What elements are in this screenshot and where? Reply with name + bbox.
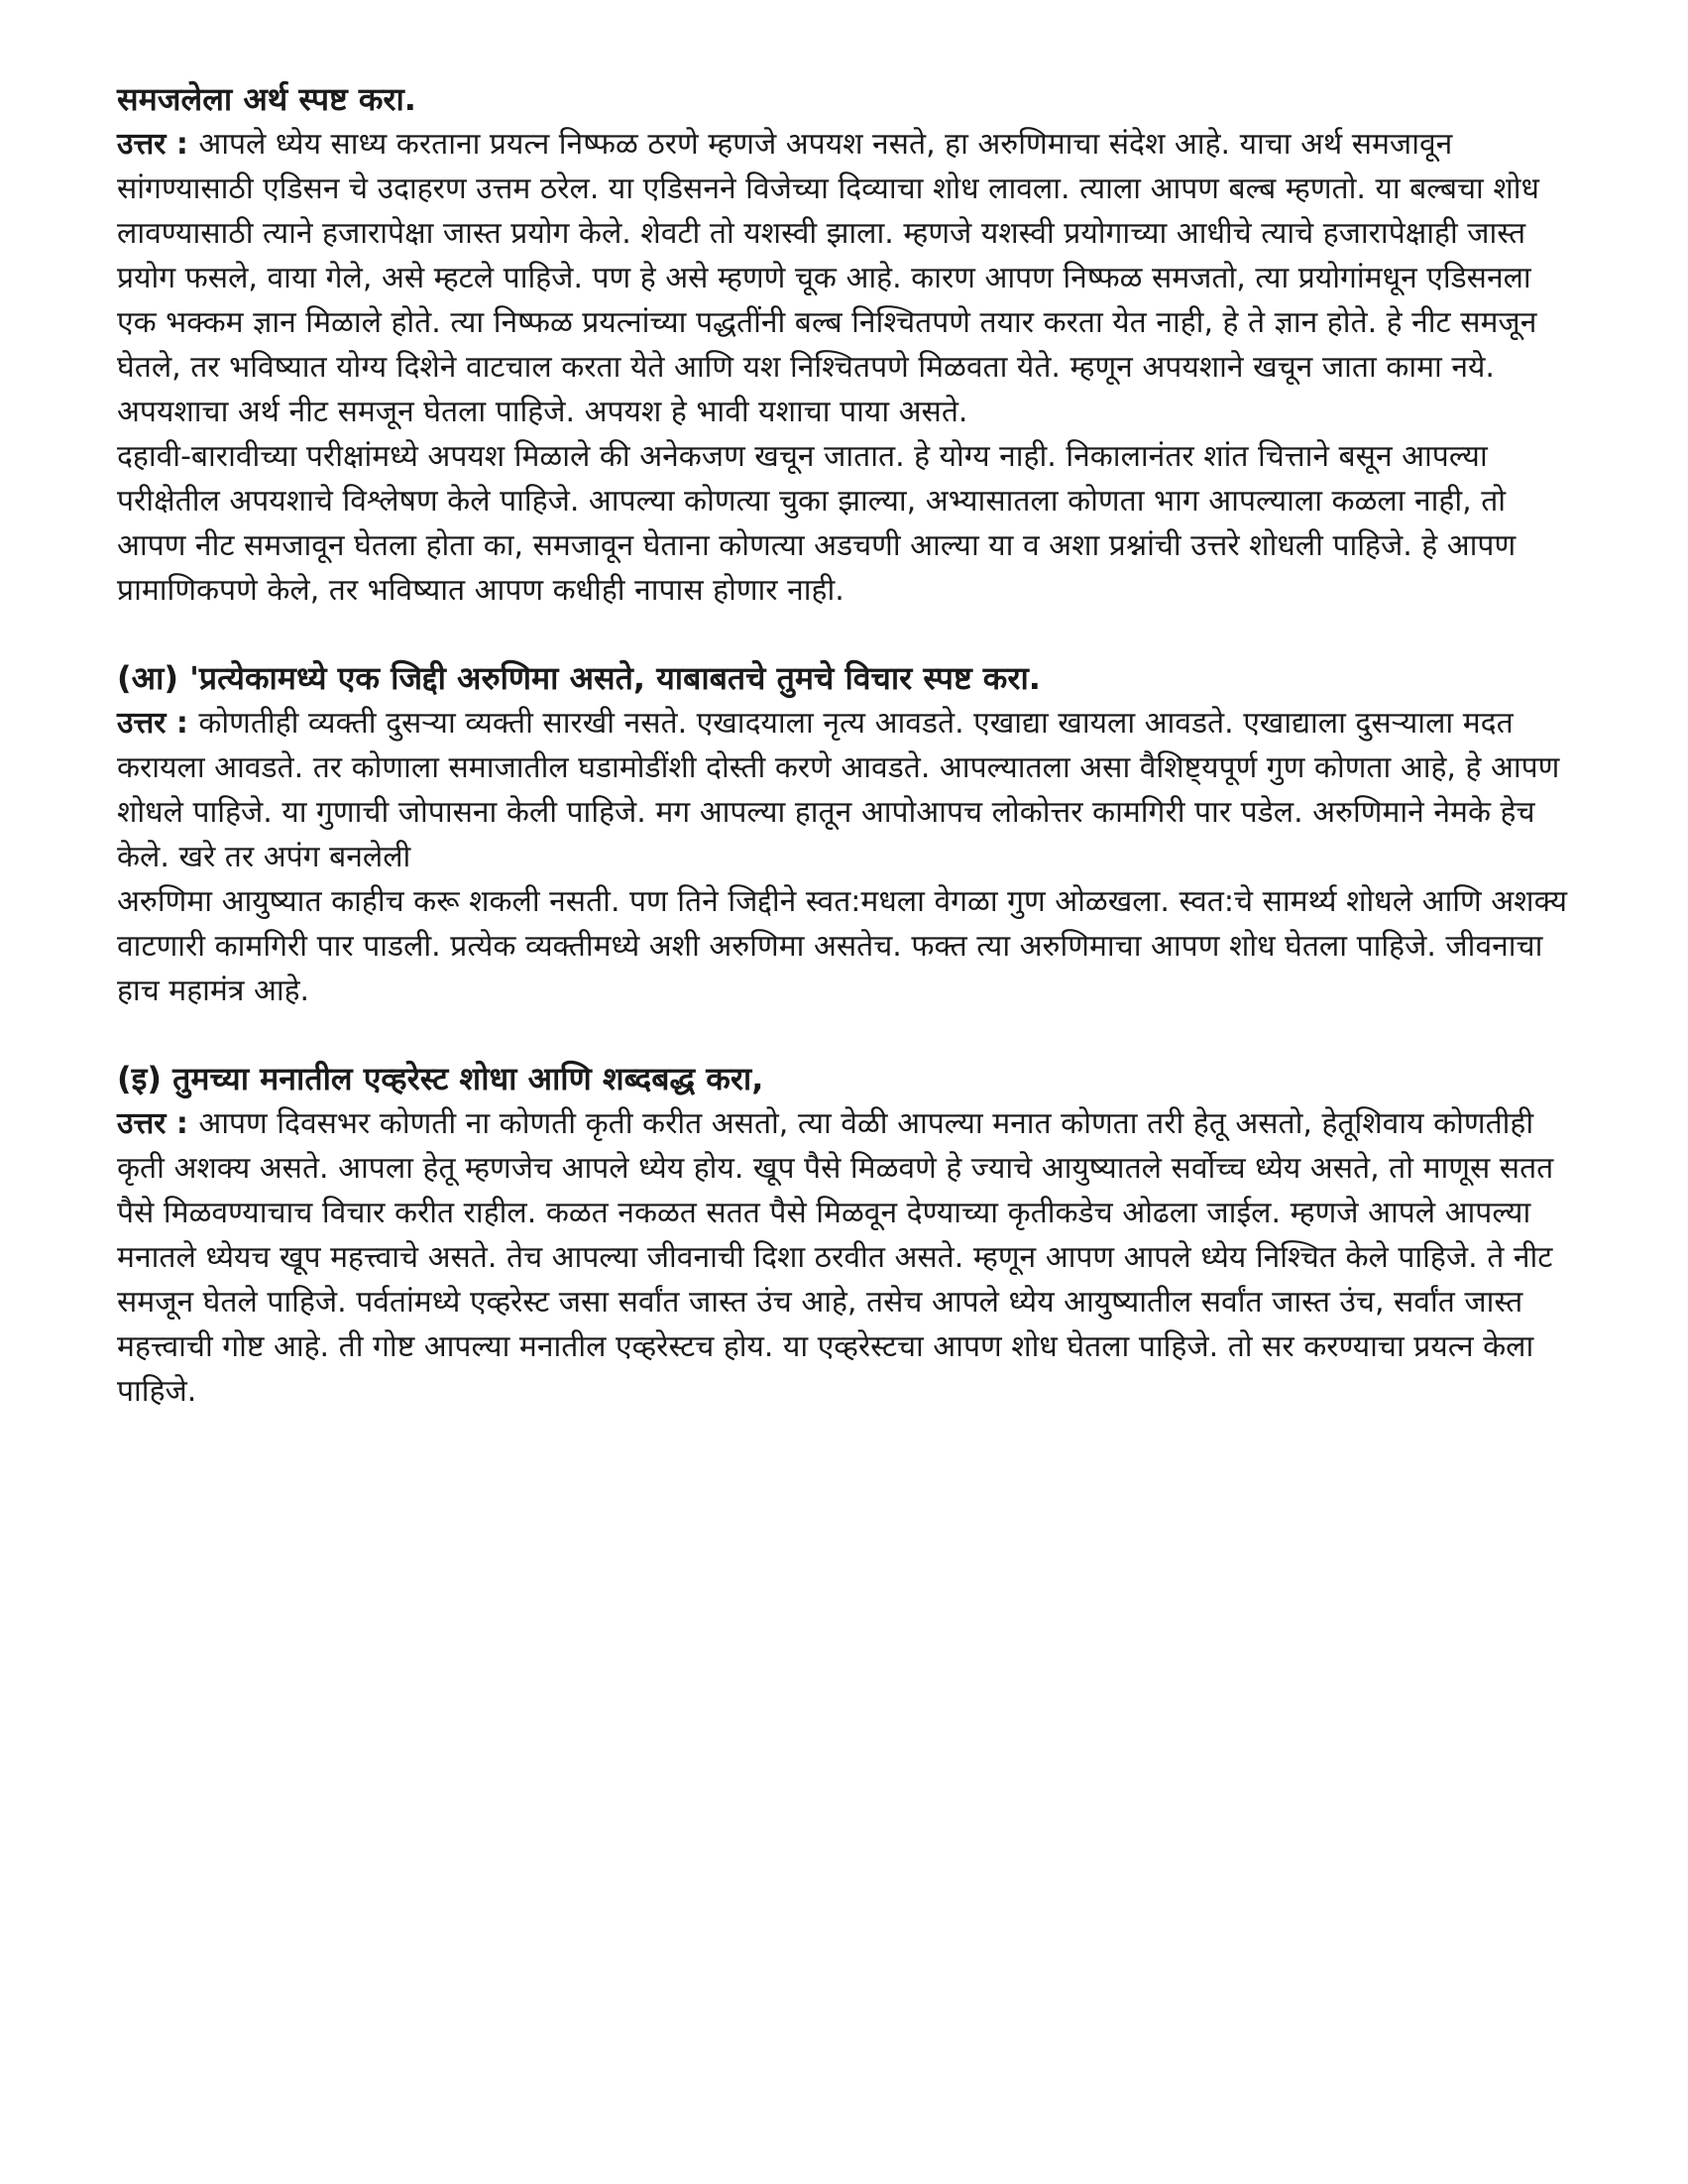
section-3 — [117, 1057, 1574, 1414]
extra-paragraph: दहावी-बारावीच्या परीक्षांमध्ये अपयश मिळाले की अनेकजण खचून जातात. हे योग्य नाही. निकालानंतर शांत चित्ताने बसून आपल्या परीक्षेतील अपयशाचे विश्लेषण केले पाहिजे. आपल्या कोणत्या चुका झाल्या, अभ्यासातला कोणता भाग आपल्याला कळला नाही, तो आपण नीट समजावून घेतला होता का, समजावून घेताना कोणत्या अडचणी आल्या या व अशा प्रश्नांची उत्तरे शोधली पाहिजे. हे आपण प्रामाणिकपणे केले, तर भविष्यात आपण कधीही नापास होणार नाही. — [117, 439, 1517, 608]
answer-label: उत्तर : — [117, 706, 199, 741]
section-1 — [117, 77, 1574, 613]
answer-text: आपले ध्येय साध्य करताना प्रयत्न निष्फळ ठरणे म्हणजे अपयश नसते, हा अरुणिमाचा संदेश आहे. याचा अर्थ समजावून सांगण्यासाठी एडिसन चे उदाहरण उत्तम ठरेल. या एडिसनने विजेच्या दिव्याचा शोध लावला. त्याला आपण बल्ब म्हणतो. या बल्बचा शोध लावण्यासाठी त्याने हजारापेक्षा जास्त प्रयोग केले. शेवटी तो यशस्वी झाला. म्हणजे यशस्वी प्रयोगाच्या आधीचे त्याचे हजारापेक्षाही जास्त प्रयोग फसले, वाया गेले, असे म्हटले पाहिजे. पण हे असे म्हणणे चूक आहे. कारण आपण निष्फळ समजतो, त्या प्रयोगांमधून एडिसनला एक भक्कम ज्ञान मिळाले होते. त्या निष्फळ प्रयत्नांच्या पद्धतींनी बल्ब निश्चितपणे तयार करता येत नाही, हे ते ज्ञान होते. हे नीट समजून घेतले, तर भविष्यात योग्य दिशेने वाटचाल करता येते आणि यश निश्चितपणे मिळवता येते. म्हणून अपयशाने खचून जाता कामा नये. अपयशाचा अर्थ नीट समजून घेतला पाहिजे. अपयश हे भावी यशाचा पाया असते. — [117, 127, 1539, 429]
answer-text: कोणतीही व्यक्ती दुसऱ्या व्यक्ती सारखी नसते. एखादयाला नृत्य आवडते. एखाद्या खायला आवडते. एखाद्याला दुसऱ्याला मदत करायला आवडते. तर कोणाला समाजातील घडामोडींशी दोस्ती करणे आवडते. आपल्यातला असा वैशिष्ट्यपूर्ण गुण कोणता आहे, हे आपण शोधले पाहिजे. या गुणाची जोपासना केली पाहिजे. मग आपल्या हातून आपोआपच लोकोत्तर कामगिरी पार पडेल. अरुणिमाने नेमके हेच केले. खरे तर अपंग बनलेली — [117, 706, 1560, 874]
extra-paragraph: अरुणिमा आयुष्यात काहीच करू शकली नसती. पण तिने जिद्दीने स्वत:मधला वेगळा गुण ओळखला. स्वत:चे सामर्थ्य शोधले आणि अशक्य वाटणारी कामगिरी पार पाडली. प्रत्येक व्यक्तीमध्ये अशी अरुणिमा असतेच. फक्त त्या अरुणिमाचा आपण शोध घेतला पाहिजे. जीवनाचा हाच महामंत्र आहे. — [117, 884, 1568, 1008]
section-heading: (आ) 'प्रत्येकामध्ये एक जिद्दी अरुणिमा असते, याबाबतचे तुमचे विचार स्पष्ट करा. — [117, 659, 1041, 697]
section-heading: समजलेला अर्थ स्पष्ट करा. — [117, 80, 416, 118]
answer-paragraph — [117, 122, 1574, 434]
answer-text: आपण दिवसभर कोणती ना कोणती कृती करीत असतो, त्या वेळी आपल्या मनात कोणता तरी हेतू असतो, हेतूशिवाय कोणतीही कृती अशक्य असते. आपला हेतू म्हणजेच आपले ध्येय होय. खूप पैसे मिळवणे हे ज्याचे आयुष्यातले सर्वोच्च ध्येय असते, तो माणूस सतत पैसे मिळवण्याचाच विचार करीत राहील. कळत नकळत सतत पैसे मिळवून देण्याच्या कृतीकडेच ओढला जाईल. म्हणजे आपले आपल्या मनातले ध्येयच खूप महत्त्वाचे असते. तेच आपल्या जीवनाची दिशा ठरवीत असते. म्हणून आपण आपले ध्येय निश्चित केले पाहिजे. ते नीट समजून घेतले पाहिजे. पर्वतांमध्ये एव्हरेस्ट जसा सर्वांत जास्त उंच आहे, तसेच आपले ध्येय आयुष्यातील सर्वांत जास्त उंच, सर्वांत जास्त महत्त्वाची गोष्ट आहे. ती गोष्ट आपल्या मनातील एव्हरेस्टच होय. या एव्हरेस्टचा आपण शोध घेतला पाहिजे. तो सर करण्याचा प्रयत्न केला पाहिजे. — [117, 1106, 1554, 1409]
section-heading: (इ) तुमच्या मनातील एव्हरेस्ट शोधा आणि शब्दबद्ध करा, — [117, 1060, 764, 1097]
answer-label: उत्तर : — [117, 1106, 199, 1141]
answer-paragraph — [117, 701, 1574, 879]
answer-paragraph — [117, 1101, 1574, 1414]
document-page — [117, 77, 1574, 1414]
answer-label: उत्तर : — [117, 127, 199, 162]
section-2 — [117, 656, 1574, 1013]
